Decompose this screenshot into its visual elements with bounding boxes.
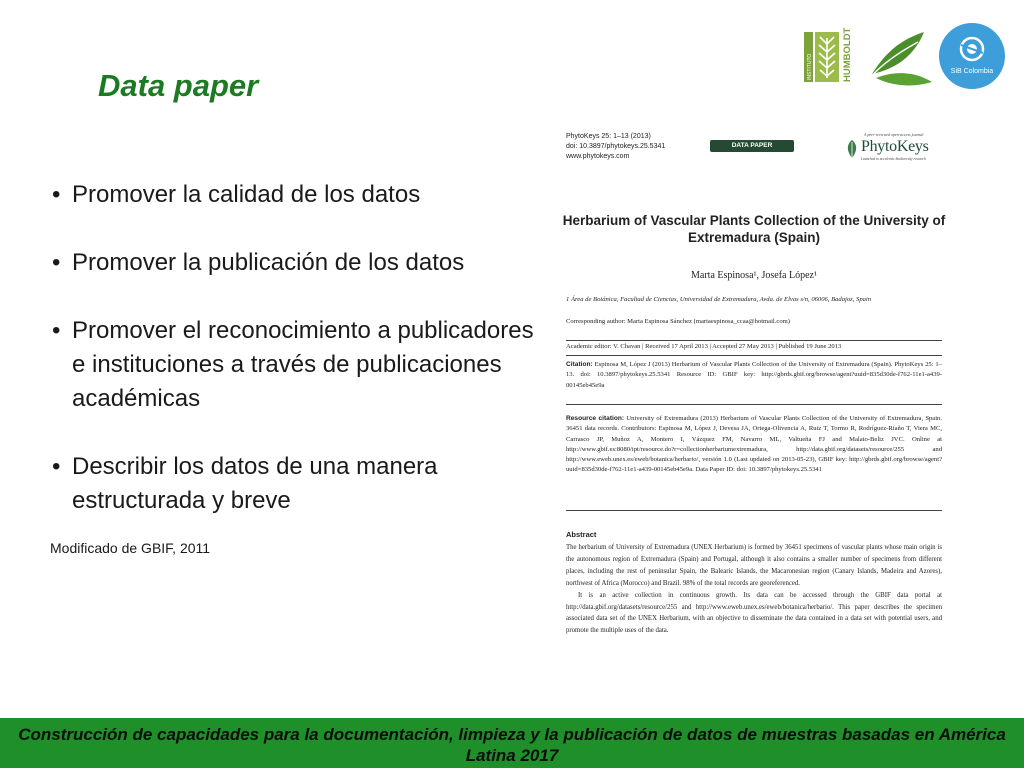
humboldt-logo (804, 27, 853, 82)
citation-label: Citation: (566, 361, 593, 368)
logo-bar (800, 22, 1015, 92)
journal-meta (566, 132, 665, 162)
phytokeys-tagline: Launched to accelerate biodiversity research (861, 157, 926, 161)
slide-title: Data paper (98, 68, 259, 103)
paper-authors: Marta Espinosa¹, Josefa López¹ (691, 270, 817, 281)
bullet-item: • Promover el reconocimiento a publicadores e instituciones a través de publicaciones académicas (50, 314, 540, 416)
abstract-heading: Abstract (566, 530, 597, 539)
source-note: Modificado de GBIF, 2011 (50, 540, 211, 556)
editor-line: Academic editor: V. Chavan | Received 17 April 2013 | Accepted 27 May 2013 | Published 19 June 2013 (566, 343, 842, 350)
bullet-item: • Promover la calidad de los datos (50, 178, 540, 212)
footer-text: Construcción de capacidades para la documentación, limpieza y la publicación de datos de muestras basadas en América Latina 2017 (18, 725, 1006, 765)
citation-block (566, 360, 942, 391)
divider (566, 510, 942, 511)
phytokeys-logo (844, 132, 944, 164)
leaf-logo-icon (870, 32, 932, 85)
sib-text: SiB Colombia (950, 68, 994, 75)
paper-affiliation: 1 Área de Botánica, Facultad de Ciencias, Universidad de Extremadura, Avda. de Elvas s/n, 06006, Badajoz, Spain (566, 296, 872, 303)
humboldt-sub-text: INSTITUTO (807, 53, 813, 80)
divider (566, 355, 942, 356)
phytokeys-name: PhytoKeys (861, 138, 929, 155)
humboldt-text: HUMBOLDT (842, 27, 853, 82)
partner-logos (800, 22, 1015, 92)
resource-text: University of Extremadura (2013) Herbarium of Vascular Plants Collection of the University of Extremadura, Spain. 36451 data records. Contributors: Espinosa M, López J, Devesa JA, Ortega-Olivencia A, Ruiz T, Tormo R, Rodríguez-Riaño T, Viera MC, Carrasco JP, Muñoz A, Montero I, Vázquez FM, Navarro ML, Valtueña FJ and Malato-Beliz JVC. Online at http://www.gbif.es:8080/ipt/resource.do?r=collectionherbariumextremadura, http://data.gbif.org/datasets/resource/255 and http://www.eweb.unex.es/eweb/botanica/herbario/, versión 1.0 (Last updated on 2013-05-23), GBIF key: http://gbrds.gbif.org/browse/agent?uuid=835d30de-f762-11e1-a439-00145eb45e9a. Data Paper ID: doi: 10.3897/phytokeys.25.5341 (566, 415, 942, 474)
paper-title: Herbarium of Vascular Plants Collection of the University of Extremadura (Spain) (562, 213, 946, 245)
divider (566, 340, 942, 341)
paper-image (562, 128, 946, 668)
journal-volume: PhytoKeys 25: 1–13 (2013) (566, 133, 651, 140)
corresponding-author: Corresponding author: Marta Espinosa Sánchez (martaespinosa_ccaa@hotmail.com) (566, 318, 790, 325)
data-paper-badge: DATA PAPER (710, 140, 794, 152)
journal-url: www.phytokeys.com (566, 153, 630, 160)
journal-doi: doi: 10.3897/phytokeys.25.5341 (566, 143, 666, 150)
phytokeys-leaf-icon (844, 138, 860, 160)
bullet-list (50, 178, 540, 552)
abstract-body (566, 542, 942, 637)
abstract-paragraph: It is an active collection in continuous growth. Its data can be accessed through the GBIF data portal at http://data.gbif.org/datasets/resource/255 and http://www.eweb.unex.es/eweb/botanica/herbario/. This paper describes the specimen associated data set of the UNEX Herbarium, with an objective to disseminate the data contained in a data set with potential users, and promote the multiple uses of the data. (566, 591, 942, 635)
sib-colombia-logo (939, 23, 1005, 89)
citation-text: Espinosa M, López J (2013) Herbarium of Vascular Plants Collection of the University of Extremadura (Spain). PhytoKeys 25: 1–13. doi: 10.3897/phytokeys.25.5341 Resource ID: GBIF key: http://gbrds.gbif.org/browse/agent?uuid=835d30de-f762-11e1-a439-00145eb45e9a (566, 361, 942, 389)
bullet-item: • Promover la publicación de los datos (50, 246, 540, 280)
phytokeys-top-text: A peer-reviewed open-access journal (864, 132, 924, 137)
bullet-item: • Describir los datos de una manera estructurada y breve (50, 450, 540, 518)
abstract-paragraph: The herbarium of University of Extremadura (UNEX Herbarium) is formed by 36451 specimens of vascular plants whose main origin is the autonomous region of Extremadura (Spain) and Portugal, although it also contains a smaller number of specimens from different places, including the rest of peninsular Spain, the Balearic Islands, the Macaronesian region (Canary Islands, Madeira and Azores), northwest of Africa (Morocco) and Brazil. 98% of the total records are georeferenced. (566, 544, 942, 587)
resource-citation-block (566, 414, 942, 476)
divider (566, 404, 942, 405)
resource-label: Resource citation: (566, 415, 625, 422)
footer-bar (0, 718, 1024, 768)
